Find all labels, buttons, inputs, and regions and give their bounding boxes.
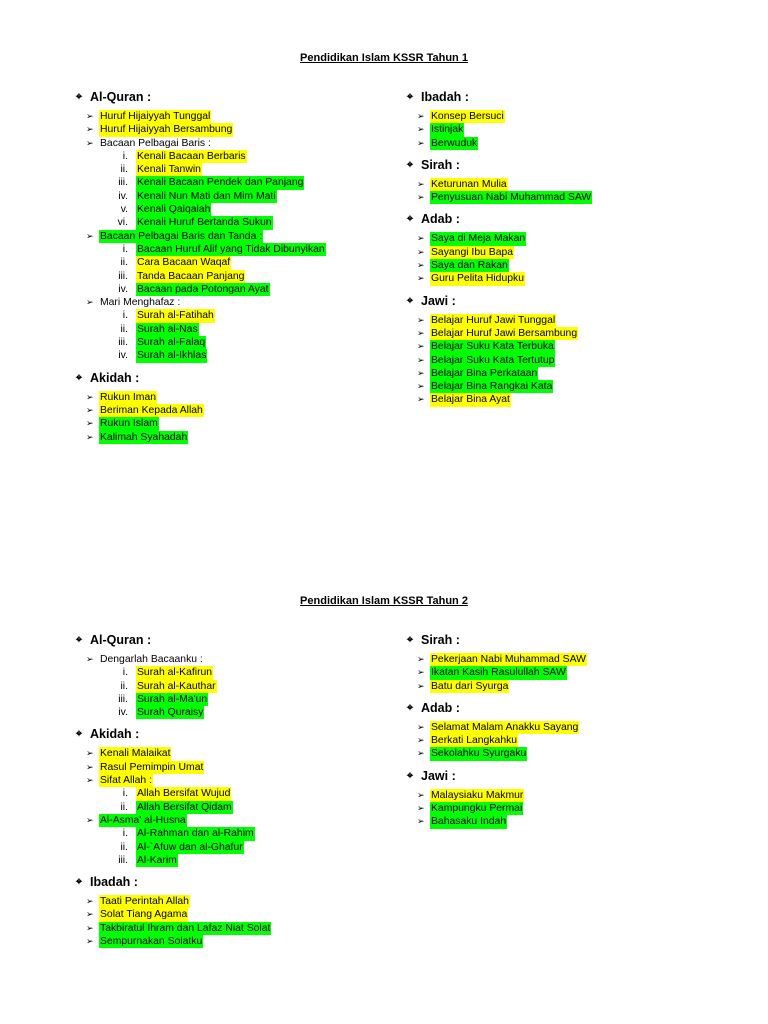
arrow-bullet-icon: ➢ [86,297,94,308]
list-item [72,774,402,787]
arrow-bullet-icon: ➢ [417,654,425,664]
section-adab [403,210,733,285]
sub-list-item [72,309,402,322]
crosshair-bullet-icon: ⌖ [75,371,83,384]
item-text: Belajar Suku Kata Terbuka [431,341,554,353]
arrow-bullet-icon: ➢ [417,789,425,800]
section-heading [403,88,733,106]
arrow-bullet-icon: ➢ [417,111,425,121]
arrow-bullet-icon: ➢ [417,246,425,257]
section-heading-text: Adab : [421,700,460,715]
column-left-tahun-1 [72,88,402,450]
item-text: Istinjak [431,124,464,136]
item-text: Belajar Huruf Jawi Tunggal [431,314,556,326]
item-number: iii. [118,337,128,349]
list-item [403,232,733,245]
list-item [72,296,402,309]
list-item [403,721,733,734]
section-heading-text: Akidah : [90,727,140,742]
section-heading [403,767,733,785]
section-sirah [403,631,733,693]
sub-list-item [72,787,402,800]
arrow-bullet-icon: ➢ [86,909,94,920]
arrow-bullet-icon: ➢ [86,137,94,148]
arrow-bullet-icon: ➢ [417,124,425,135]
list-item [72,747,402,760]
arrow-bullet-icon: ➢ [86,230,94,241]
section-heading-text: Ibadah : [421,90,469,104]
arrow-bullet-icon: ➢ [86,418,94,429]
item-number: ii. [120,841,128,853]
list-item [72,230,402,243]
arrow-bullet-icon: ➢ [417,367,425,378]
item-number: ii. [120,323,128,335]
item-text: Kampungku Permai [431,803,523,815]
item-text: Rasul Pemimpin Umat [100,761,204,773]
arrow-bullet-icon: ➢ [417,394,425,405]
item-number: ii. [120,257,128,269]
crosshair-bullet-icon: ⌖ [75,91,83,103]
item-text: Kalimah Syahadah [100,431,188,443]
crosshair-bullet-icon: ⌖ [406,634,414,646]
section-heading [72,88,402,106]
item-text: Taati Perintah Allah [100,896,189,908]
item-text: Bacaan pada Potongan Ayat [137,283,269,295]
item-text: Pekerjaan Nabi Muhammad SAW [431,654,586,665]
section-heading-text: Sirah : [421,157,460,172]
arrow-bullet-icon: ➢ [417,667,425,678]
list-item [403,380,733,393]
list-item [72,922,402,935]
list-item [403,367,733,380]
section-ibadah [403,88,733,150]
item-text: Takbiratul Ihram dan Lafaz Niat Solat [100,922,271,934]
list-item [403,123,733,136]
item-number: v. [120,204,128,216]
section-heading [72,631,402,649]
list-item [72,391,402,404]
list-item [403,191,733,204]
section-al-quran [72,88,402,363]
item-number: iv. [118,190,128,202]
arrow-bullet-icon: ➢ [417,680,425,691]
page-title-tahun-1: Pendidikan Islam KSSR Tahun 1 [300,52,468,64]
section-adab [403,699,733,761]
list-item [72,137,402,150]
arrow-bullet-icon: ➢ [417,178,425,189]
item-text: Malaysiaku Makmur [431,789,524,801]
item-text: Surah al-Ma'un [137,693,208,705]
item-text: Surah Quraisy [137,707,204,719]
arrow-bullet-icon: ➢ [86,814,94,825]
item-text: Mari Menghafaz : [100,297,181,309]
section-heading-text: Akidah : [90,370,140,385]
section-heading [403,631,733,649]
item-number: ii. [120,680,128,692]
arrow-bullet-icon: ➢ [417,721,425,732]
item-text: Kenali Malaikat [100,748,171,760]
item-text: Belajar Bina Rangkai Kata [431,381,553,393]
list-item [403,259,733,272]
list-item [403,246,733,259]
arrow-bullet-icon: ➢ [417,327,425,338]
sub-list-item [72,283,402,296]
section-heading-text: Jawi : [421,768,456,783]
sub-list-item [72,256,402,269]
section-heading [72,369,402,387]
sub-list-item [72,706,402,719]
list-item [72,653,402,666]
arrow-bullet-icon: ➢ [417,381,425,392]
arrow-bullet-icon: ➢ [417,314,425,325]
list-item [72,761,402,774]
sub-list-item [72,680,402,693]
list-item [403,314,733,327]
section-heading-text: Al-Quran : [90,633,152,647]
crosshair-bullet-icon: ⌖ [75,634,83,646]
item-text: Rukun Islam [100,418,158,430]
sub-list-item [72,854,402,867]
item-text: Guru Pelita Hidupku [431,273,524,285]
item-text: Surah al-Kafirun [137,667,213,679]
list-item [72,935,402,948]
list-item [403,815,733,828]
arrow-bullet-icon: ➢ [86,391,94,402]
item-text: Berwuduk [431,137,478,149]
item-number: i. [122,828,128,840]
section-heading [72,725,402,743]
item-text: Keturunan Mulia [431,178,507,190]
list-item [403,354,733,367]
item-number: i. [122,243,128,255]
item-text: Cara Bacaan Waqaf [137,257,231,269]
list-item [72,431,402,444]
section-al-quran [72,631,402,719]
item-text: Penyusuan Nabi Muhammad SAW [431,192,592,204]
item-text: Allah Bersifat Qidam [137,801,232,813]
sub-list-item [72,666,402,679]
crosshair-bullet-icon: ⌖ [406,294,414,307]
arrow-bullet-icon: ➢ [86,775,94,786]
sub-list-item [72,163,402,176]
item-number: iv. [118,707,128,719]
item-text: Surah al-Ikhlas [137,350,207,362]
item-text: Bacaan Pelbagai Baris dan Tanda : [100,230,263,242]
arrow-bullet-icon: ➢ [86,404,94,415]
item-text: Rukun Iman [100,391,157,403]
arrow-bullet-icon: ➢ [417,735,425,746]
list-item [403,734,733,747]
arrow-bullet-icon: ➢ [86,936,94,947]
item-number: iii. [118,177,128,189]
sub-list-item [72,270,402,283]
section-heading [403,156,733,174]
sub-list-item [72,190,402,203]
crosshair-bullet-icon: ⌖ [406,213,414,226]
crosshair-bullet-icon: ⌖ [75,728,83,741]
section-akidah [72,725,402,867]
section-heading [403,292,733,310]
arrow-bullet-icon: ➢ [417,260,425,271]
list-item [403,178,733,191]
list-item [403,802,733,815]
item-text: Surah al-Falaq [137,337,206,349]
sub-list-item [72,243,402,256]
section-heading-text: Al-Quran : [90,90,152,104]
item-text: Berkati Langkahku [431,735,518,747]
arrow-bullet-icon: ➢ [86,761,94,772]
sub-list-item [72,841,402,854]
arrow-bullet-icon: ➢ [86,896,94,907]
list-item [403,680,733,693]
arrow-bullet-icon: ➢ [86,124,94,135]
section-akidah [72,369,402,444]
list-item [403,327,733,340]
arrow-bullet-icon: ➢ [417,354,425,365]
item-text: Al-`Afuw dan al-Ghafur [137,841,243,853]
item-text: Huruf Hijaiyyah Tunggal [100,111,211,122]
item-text: Surah al-Nas [137,323,198,335]
column-right-tahun-2 [403,631,733,835]
list-item [403,340,733,353]
item-text: Kenali Bacaan Pendek dan Panjang [137,177,304,189]
section-ibadah [72,873,402,948]
item-text: Allah Bersifat Wujud [137,788,231,800]
sub-list-item [72,216,402,229]
arrow-bullet-icon: ➢ [417,273,425,284]
sub-list-item [72,176,402,189]
column-right-tahun-1 [403,88,733,413]
sub-list-item [72,203,402,216]
sub-list-item [72,336,402,349]
item-text: Batu dari Syurga [431,680,509,692]
arrow-bullet-icon: ➢ [417,192,425,203]
list-item [72,908,402,921]
item-text: Konsep Bersuci [431,111,504,122]
item-text: Dengarlah Bacaanku : [100,654,203,665]
item-text: Tanda Bacaan Panjang [137,270,245,282]
item-text: Surah al-Fatihah [137,310,214,322]
item-text: Sekolahku Syurgaku [431,748,527,760]
list-item [72,404,402,417]
item-text: Belajar Huruf Jawi Bersambung [431,327,578,339]
arrow-bullet-icon: ➢ [86,111,94,121]
item-text: Selamat Malam Anakku Sayang [431,721,579,733]
item-number: ii. [120,801,128,813]
section-sirah [403,156,733,205]
crosshair-bullet-icon: ⌖ [406,769,414,782]
sub-list-item [72,349,402,362]
item-number: iii. [118,854,128,866]
sub-list-item [72,827,402,840]
section-heading-text: Adab : [421,212,460,227]
arrow-bullet-icon: ➢ [417,341,425,352]
item-text: Kenali Nun Mati dan Mim Mati [137,190,276,202]
list-item [403,272,733,285]
arrow-bullet-icon: ➢ [417,137,425,148]
item-number: iii. [118,693,128,705]
item-text: Huruf Hijaiyyah Bersambung [100,124,233,136]
arrow-bullet-icon: ➢ [417,233,425,244]
list-item [72,814,402,827]
item-text: Belajar Bina Perkataan [431,367,538,379]
item-text: Solat Tiang Agama [100,909,188,921]
item-number: vi. [117,217,128,229]
item-number: i. [122,788,128,800]
item-number: i. [122,667,128,679]
section-heading-text: Sirah : [421,633,460,647]
item-text: Belajar Suku Kata Tertutup [431,354,555,366]
crosshair-bullet-icon: ⌖ [406,701,414,714]
item-text: Sifat Allah : [100,775,152,787]
item-number: i. [122,310,128,322]
arrow-bullet-icon: ➢ [86,431,94,442]
page-title-tahun-2: Pendidikan Islam KSSR Tahun 2 [300,595,468,607]
arrow-bullet-icon: ➢ [417,803,425,814]
section-jawi [403,292,733,407]
item-text: Saya dan Rakan [431,260,508,272]
column-left-tahun-2 [72,631,402,954]
arrow-bullet-icon: ➢ [417,816,425,827]
item-text: Saya di Meja Makan [431,233,526,245]
list-item [403,747,733,760]
list-item [403,110,733,123]
item-text: Beriman Kepada Allah [100,404,203,416]
list-item [403,666,733,679]
item-number: i. [122,150,128,162]
item-text: Ikatan Kasih Rasulullah SAW [431,667,566,679]
crosshair-bullet-icon: ⌖ [75,876,83,889]
item-text: Kenali Bacaan Berbaris [137,150,246,162]
sub-list-item [72,150,402,163]
arrow-bullet-icon: ➢ [86,748,94,759]
arrow-bullet-icon: ➢ [417,748,425,759]
arrow-bullet-icon: ➢ [86,654,94,664]
sub-list-item [72,693,402,706]
crosshair-bullet-icon: ⌖ [406,158,414,171]
list-item [72,895,402,908]
item-text: Kenali Huruf Bertanda Sukun [137,217,272,229]
item-text: Belajar Bina Ayat [431,394,510,406]
sub-list-item [72,323,402,336]
list-item [403,137,733,150]
item-number: iv. [118,283,128,295]
arrow-bullet-icon: ➢ [86,922,94,933]
item-text: Al-Rahman dan al-Rahim [137,828,254,840]
crosshair-bullet-icon: ⌖ [406,91,414,103]
list-item [403,393,733,406]
section-jawi [403,767,733,829]
item-text: Al-Karim [137,854,177,866]
sub-list-item [72,801,402,814]
section-heading-text: Jawi : [421,293,456,308]
item-text: Sempurnakan Solatku [100,936,203,948]
section-heading [403,210,733,228]
list-item [72,110,402,123]
item-number: iv. [118,350,128,362]
section-heading [403,699,733,717]
item-text: Bacaan Huruf Alif yang Tidak Dibunyikan [137,243,325,255]
section-heading [72,873,402,891]
item-text: Bahasaku Indah [431,816,507,828]
item-text: Al-Asma' al-Husna [100,814,186,826]
item-text: Sayangi Ibu Bapa [431,246,514,258]
list-item [403,653,733,666]
list-item [72,417,402,430]
section-heading-text: Ibadah : [90,875,138,890]
list-item [72,123,402,136]
item-text: Bacaan Pelbagai Baris : [100,137,211,149]
item-number: iii. [118,270,128,282]
item-text: Kenali Tanwin [137,164,201,176]
list-item [403,789,733,802]
item-text: Kenali Qalqalah [137,204,211,216]
item-text: Surah al-Kauthar [137,680,216,692]
item-number: ii. [120,164,128,176]
